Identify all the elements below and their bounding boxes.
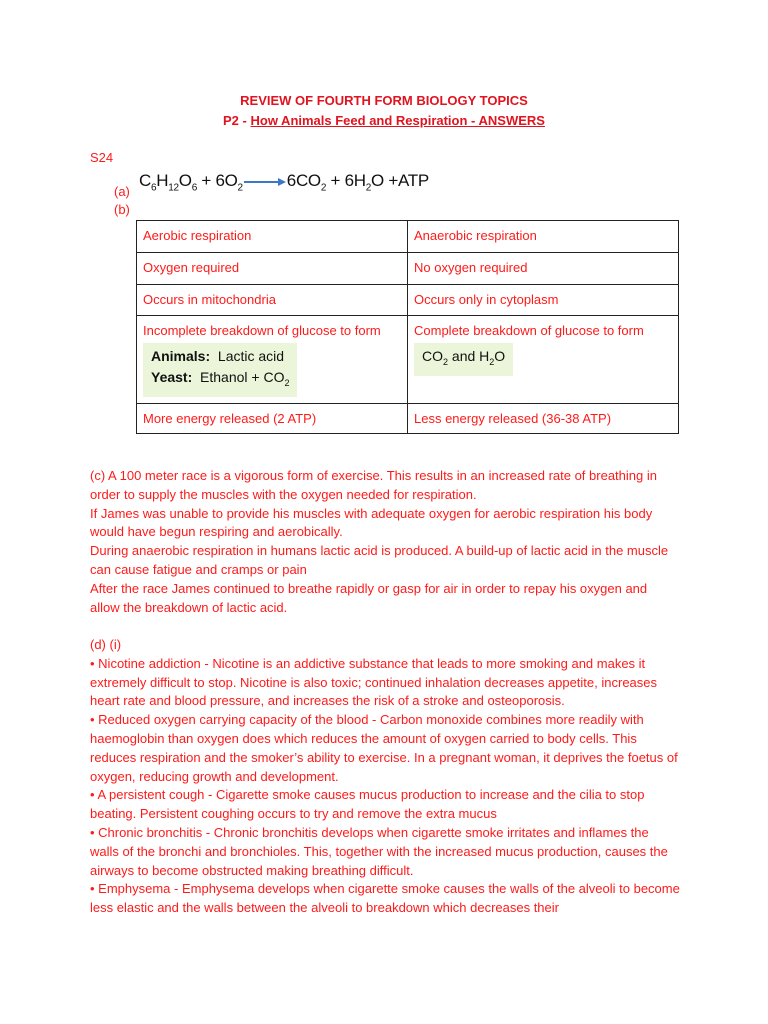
table-cell: Occurs only in cytoplasm xyxy=(408,285,679,316)
eq-oxygen-sub: 2 xyxy=(237,182,243,194)
eq-c-sub: 6 xyxy=(150,182,157,194)
subtitle-topic: How Animals Feed and Respiration xyxy=(250,113,468,128)
bullet-item: • Emphysema - Emphysema develops when cigarette smoke causes the walls of the alveoli to become less elastic and the walls between the alveoli to breakdown which decreases their xyxy=(90,881,680,916)
cell-text: Incomplete breakdown of glucose to form xyxy=(143,323,381,338)
bullet-item: • A persistent cough - Cigarette smoke causes mucus production to increase and the cilia to stop beating. Persistent coughing occurs to try and remove the extra mucus xyxy=(90,787,645,822)
part-d-answer xyxy=(90,636,680,918)
yeast-line xyxy=(151,367,289,394)
cell-text: Complete breakdown of glucose to form xyxy=(414,323,644,338)
eq-water: + 6H xyxy=(326,171,366,190)
table-row xyxy=(137,221,679,253)
subtitle-answers: ANSWERS xyxy=(478,113,545,128)
animals-value: Lactic acid xyxy=(217,348,285,364)
paragraph: After the race James continued to breathe rapidly or gasp for air in order to repay his oxygen and allow the breakdown of lactic acid. xyxy=(90,580,648,615)
table-cell: Less energy released (36-38 ATP) xyxy=(408,404,679,434)
eq-h-sub: 12 xyxy=(168,182,179,194)
and-h-text: and H xyxy=(448,348,490,364)
o-text: O xyxy=(494,348,506,364)
reaction-arrow-icon xyxy=(244,177,286,187)
part-c-answer xyxy=(90,467,680,617)
products-box-incomplete xyxy=(143,343,297,397)
yeast-value: Ethanol + CO xyxy=(200,369,285,385)
bullet-item: • Reduced oxygen carrying capacity of the blood - Carbon monoxide combines more readily with haemoglobin than oxygen does which reduces the amount of oxygen carried to body cells. This reduces respiration and the smoker’s ability to exercise. In a pregnant woman, it deprives the foetus of oxygen, reducing growth and development. xyxy=(90,712,678,784)
part-d-label: (d) (i) xyxy=(90,637,122,652)
subtitle-prefix: P2 - xyxy=(223,113,251,128)
paragraph: During anaerobic respiration in humans lactic acid is produced. A build-up of lactic acid in the muscle can cause fatigue and cramps or pain xyxy=(90,543,669,577)
yeast-label: Yeast: xyxy=(151,369,193,385)
eq-atp: O +ATP xyxy=(371,171,429,190)
bullet-item: • Nicotine addiction - Nicotine is an addictive substance that leads to more smoking and makes it extremely difficult to stop. Nicotine is also toxic; continued inhalation decreases appetite, increases heart rate and blood pressure, and increases the risk of a stroke and osteoporosis. xyxy=(90,655,658,709)
animals-line xyxy=(151,346,289,367)
table-cell: Aerobic respiration xyxy=(137,221,408,253)
table-row xyxy=(137,404,679,434)
respiration-comparison-table xyxy=(136,220,679,434)
yeast-sub: 2 xyxy=(284,377,290,388)
animals-label: Animals: xyxy=(151,348,211,364)
table-cell xyxy=(137,316,408,404)
eq-c: C xyxy=(139,171,151,190)
table-row xyxy=(137,316,679,404)
table-cell: Anaerobic respiration xyxy=(408,221,679,253)
products-box-complete xyxy=(414,343,513,376)
eq-co2: 6CO xyxy=(286,171,321,190)
part-b-label: (b) xyxy=(114,202,130,217)
part-a-label: (a) xyxy=(114,184,130,199)
respiration-equation xyxy=(139,171,429,193)
eq-water-sub: 2 xyxy=(365,182,371,194)
table-cell: Oxygen required xyxy=(137,253,408,285)
document-title: REVIEW OF FOURTH FORM BIOLOGY TOPICS xyxy=(240,93,528,108)
co-text: CO xyxy=(422,348,443,364)
co-sub: 2 xyxy=(443,356,449,367)
table-cell: No oxygen required xyxy=(408,253,679,285)
table-cell: Occurs in mitochondria xyxy=(137,285,408,316)
question-number: S24 xyxy=(90,150,114,165)
table-row xyxy=(137,285,679,316)
document-subtitle xyxy=(0,113,768,128)
h-sub: 2 xyxy=(489,356,495,367)
paragraph: If James was unable to provide his muscles with adequate oxygen for aerobic respiration his body would have begun respiring and aerobically. xyxy=(90,505,653,540)
bullet-item: • Chronic bronchitis - Chronic bronchitis develops when cigarette smoke irritates and inflames the walls of the bronchi and bronchioles. This, together with the increased mucus production, causes the airways to become obstructed making breathing difficult. xyxy=(90,824,668,878)
table-row xyxy=(137,253,679,285)
table-cell xyxy=(408,316,679,404)
subtitle-separator: - xyxy=(467,113,479,128)
eq-o-sub: 6 xyxy=(191,182,197,194)
table-cell: More energy released (2 ATP) xyxy=(137,404,408,434)
eq-oxygen: + 6O xyxy=(196,171,238,190)
paragraph: (c) A 100 meter race is a vigorous form of exercise. This results in an increased rate of breathing in order to supply the muscles with the oxygen needed for respiration. xyxy=(90,468,657,502)
eq-h: H xyxy=(156,171,169,190)
eq-co2-sub: 2 xyxy=(320,182,327,194)
eq-o: O xyxy=(178,171,192,190)
